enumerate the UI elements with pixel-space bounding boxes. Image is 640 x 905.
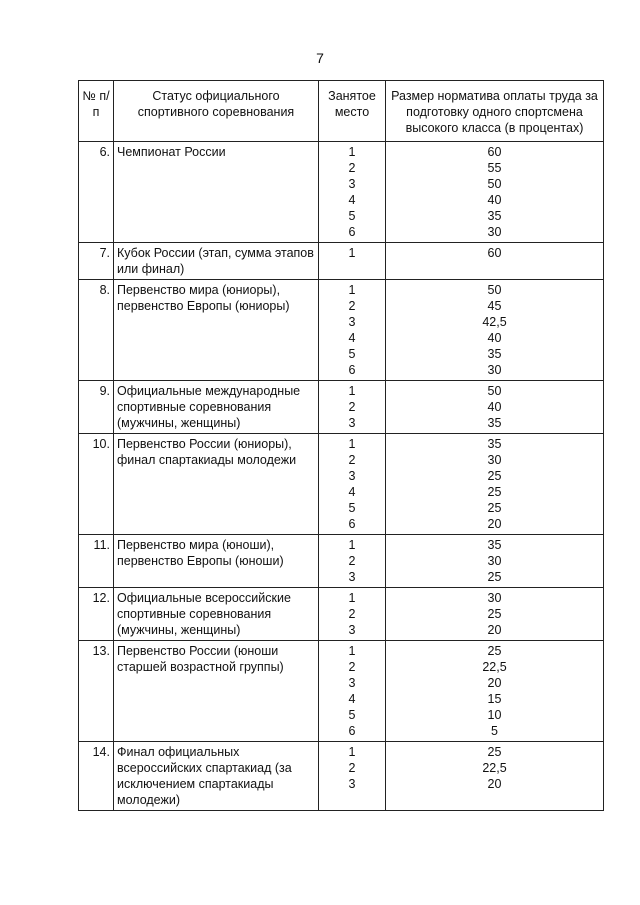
place-value: 2 <box>348 161 356 175</box>
place-value: 2 <box>348 299 356 313</box>
place-value: 2 <box>348 554 356 568</box>
row-number: 8. <box>79 280 114 381</box>
place-value: 1 <box>348 591 356 605</box>
percent-value: 50 <box>487 177 502 191</box>
percent-value: 50 <box>487 384 502 398</box>
percent-value: 25 <box>487 501 502 515</box>
percent-value: 25 <box>487 607 502 621</box>
percent-value: 45 <box>487 299 502 313</box>
competition-status: Финал официальных всероссийских спартакиад (за исключением спартакиады молодежи) <box>114 742 319 811</box>
percent-value: 35 <box>487 416 502 430</box>
percent-value: 22,5 <box>482 660 507 674</box>
place-cell <box>319 641 386 742</box>
place-cell <box>319 588 386 641</box>
place-cell <box>319 535 386 588</box>
percent-value: 25 <box>487 469 502 483</box>
percent-cell <box>386 535 604 588</box>
table-row <box>79 434 604 535</box>
place-value: 5 <box>348 708 356 722</box>
row-number: 6. <box>79 142 114 243</box>
place-value: 1 <box>348 283 356 297</box>
place-value: 1 <box>348 145 356 159</box>
norm-table <box>78 80 604 811</box>
place-cell <box>319 381 386 434</box>
percent-value: 25 <box>487 485 502 499</box>
place-value: 1 <box>348 644 356 658</box>
percent-value: 5 <box>491 724 498 738</box>
row-number: 14. <box>79 742 114 811</box>
competition-status: Официальные международные спортивные соревнования (мужчины, женщины) <box>114 381 319 434</box>
percent-value: 40 <box>487 400 502 414</box>
percent-value: 35 <box>487 347 502 361</box>
table-header-row <box>79 81 604 142</box>
page-number: 7 <box>316 50 324 66</box>
competition-status: Первенство мира (юниоры), первенство Европы (юниоры) <box>114 280 319 381</box>
row-number: 10. <box>79 434 114 535</box>
table-row <box>79 641 604 742</box>
row-number: 13. <box>79 641 114 742</box>
place-value: 2 <box>348 400 356 414</box>
place-value: 3 <box>348 177 356 191</box>
place-value: 3 <box>348 416 356 430</box>
percent-value: 35 <box>487 209 502 223</box>
percent-value: 40 <box>487 193 502 207</box>
percent-value: 15 <box>487 692 502 706</box>
percent-value: 50 <box>487 283 502 297</box>
percent-value: 20 <box>487 777 502 791</box>
table-row <box>79 588 604 641</box>
header-place: Занятое место <box>319 81 386 142</box>
table-row <box>79 280 604 381</box>
percent-value: 30 <box>487 225 502 239</box>
place-value: 2 <box>348 453 356 467</box>
place-value: 4 <box>348 331 356 345</box>
competition-status: Первенство России (юноши старшей возрастной группы) <box>114 641 319 742</box>
percent-value: 20 <box>487 517 502 531</box>
percent-value: 20 <box>487 676 502 690</box>
place-value: 3 <box>348 469 356 483</box>
place-value: 4 <box>348 485 356 499</box>
percent-cell <box>386 588 604 641</box>
place-cell <box>319 243 386 280</box>
percent-value: 25 <box>487 644 502 658</box>
percent-value: 25 <box>487 745 502 759</box>
row-number: 9. <box>79 381 114 434</box>
percent-cell <box>386 381 604 434</box>
table-row <box>79 381 604 434</box>
place-value: 1 <box>348 246 356 260</box>
percent-value: 30 <box>487 554 502 568</box>
place-value: 4 <box>348 692 356 706</box>
place-cell <box>319 742 386 811</box>
percent-value: 40 <box>487 331 502 345</box>
place-cell <box>319 142 386 243</box>
percent-value: 30 <box>487 453 502 467</box>
row-number: 11. <box>79 535 114 588</box>
place-value: 2 <box>348 660 356 674</box>
place-value: 1 <box>348 384 356 398</box>
percent-value: 30 <box>487 591 502 605</box>
percent-cell <box>386 280 604 381</box>
place-cell <box>319 280 386 381</box>
place-value: 6 <box>348 724 356 738</box>
place-value: 3 <box>348 676 356 690</box>
place-value: 4 <box>348 193 356 207</box>
competition-status: Чемпионат России <box>114 142 319 243</box>
percent-value: 55 <box>487 161 502 175</box>
place-value: 5 <box>348 209 356 223</box>
place-value: 2 <box>348 607 356 621</box>
percent-cell <box>386 742 604 811</box>
place-cell <box>319 434 386 535</box>
place-value: 1 <box>348 437 356 451</box>
place-value: 6 <box>348 517 356 531</box>
place-value: 3 <box>348 777 356 791</box>
percent-value: 25 <box>487 570 502 584</box>
place-value: 6 <box>348 225 356 239</box>
header-num: № п/п <box>79 81 114 142</box>
place-value: 6 <box>348 363 356 377</box>
row-number: 12. <box>79 588 114 641</box>
place-value: 5 <box>348 347 356 361</box>
percent-value: 22,5 <box>482 761 507 775</box>
percent-value: 30 <box>487 363 502 377</box>
percent-value: 60 <box>487 145 502 159</box>
table-row <box>79 742 604 811</box>
percent-value: 35 <box>487 437 502 451</box>
table-row <box>79 535 604 588</box>
competition-status: Официальные всероссийские спортивные соревнования (мужчины, женщины) <box>114 588 319 641</box>
header-percent: Размер норматива оплаты труда за подготовку одного спортсмена высокого класса (в процентах) <box>386 81 604 142</box>
competition-status: Первенство мира (юноши), первенство Европы (юноши) <box>114 535 319 588</box>
place-value: 2 <box>348 761 356 775</box>
table-row <box>79 243 604 280</box>
percent-value: 10 <box>487 708 502 722</box>
place-value: 3 <box>348 623 356 637</box>
header-status: Статус официального спортивного соревнования <box>114 81 319 142</box>
competition-status: Кубок России (этап, сумма этапов или финал) <box>114 243 319 280</box>
place-value: 5 <box>348 501 356 515</box>
percent-value: 42,5 <box>482 315 507 329</box>
table-body <box>79 142 604 811</box>
place-value: 3 <box>348 315 356 329</box>
row-number: 7. <box>79 243 114 280</box>
percent-cell <box>386 641 604 742</box>
place-value: 1 <box>348 745 356 759</box>
percent-cell <box>386 243 604 280</box>
percent-cell <box>386 434 604 535</box>
percent-cell <box>386 142 604 243</box>
table-row <box>79 142 604 243</box>
percent-value: 35 <box>487 538 502 552</box>
competition-status: Первенство России (юниоры), финал спартакиады молодежи <box>114 434 319 535</box>
percent-value: 20 <box>487 623 502 637</box>
place-value: 1 <box>348 538 356 552</box>
percent-value: 60 <box>487 246 502 260</box>
place-value: 3 <box>348 570 356 584</box>
